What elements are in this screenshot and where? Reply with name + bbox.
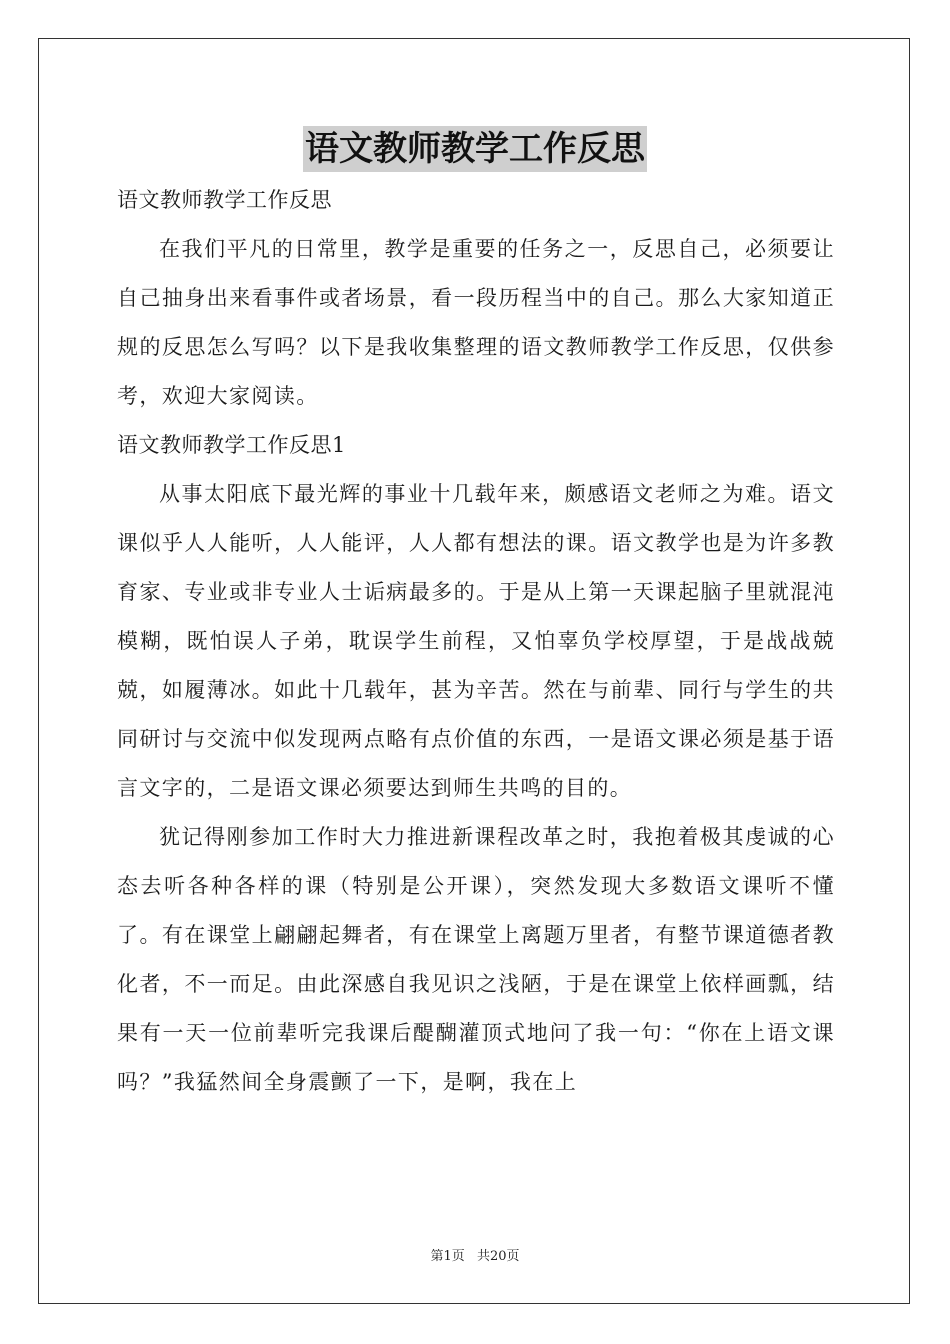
- document-title: 语文教师教学工作反思: [303, 126, 647, 172]
- paragraph: 从事太阳底下最光辉的事业十几载年来，颇感语文老师之为难。语文课似乎人人能听，人人能评，人人都有想法的课。语文教学也是为许多教育家、专业或非专业人士诟病最多的。于是从上第一天课起脑子里就混沌模糊，既怕误人子弟，耽误学生前程，又怕辜负学校厚望，于是战战兢兢，如履薄冰。如此十几载年，甚为辛苦。然在与前辈、同行与学生的共同研讨与交流中似发现两点略有点价值的东西，一是语文课必须是基于语言文字的，二是语文课必须要达到师生共鸣的目的。: [117, 482, 835, 800]
- page-footer: [0, 1245, 950, 1264]
- paragraph: 在我们平凡的日常里，教学是重要的任务之一，反思自己，必须要让自己抽身出来看事件或者场景，看一段历程当中的自己。那么大家知道正规的反思怎么写吗？以下是我收集整理的语文教师教学工作反思，仅供参考，欢迎大家阅读。: [117, 237, 835, 408]
- document-body: [117, 176, 835, 1107]
- paragraph: 犹记得刚参加工作时大力推进新课程改革之时，我抱着极其虔诚的心态去听各种各样的课（特别是公开课），突然发现大多数语文课听不懂了。有在课堂上翩翩起舞者，有在课堂上离题万里者，有整节课道德者教化者，不一而足。由此深感自我见识之浅陋，于是在课堂上依样画瓢，结果有一天一位前辈听完我课后醍醐灌顶式地问了我一句：“你在上语文课吗？”我猛然间全身震颤了一下，是啊，我在上: [117, 825, 835, 1094]
- section-heading: 语文教师教学工作反思1: [117, 433, 346, 457]
- page-number: 第1页: [430, 1249, 465, 1264]
- section-heading: 语文教师教学工作反思: [117, 188, 332, 212]
- title-wrap: [0, 126, 950, 172]
- page-total: 共20页: [476, 1249, 520, 1264]
